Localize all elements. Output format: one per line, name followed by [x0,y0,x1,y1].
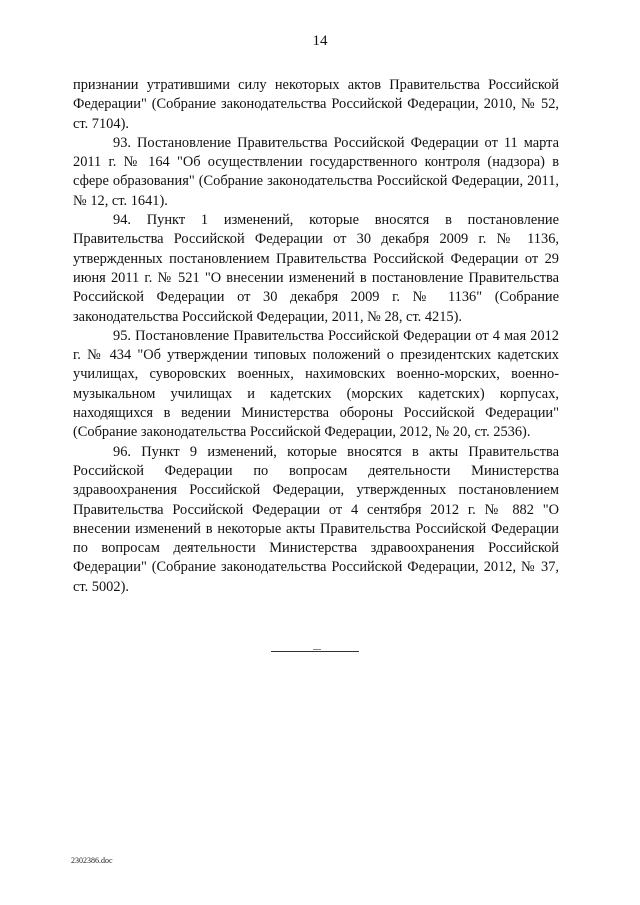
end-divider-mark [313,649,321,650]
paragraph-item-95: 95. Постановление Правительства Российской Федерации от 4 мая 2012 г. № 434 "Об утверждении типовых положений о президентских кадетских училищах, суворовских военных, нахимовских военно-морских, военно-музыкальном училищах и кадетских (морских кадетских) корпусах, находящихся в ведении Министерства обороны Российской Федерации" (Собрание законодательства Российской Федерации, 2012, № 20, ст. 2536). [73,327,559,441]
paragraph-item-94: 94. Пункт 1 изменений, которые вносятся в постановление Правительства Российской Федерации от 30 декабря 2009 г. № 1136, утвержденных постановлением Правительства Российской Федерации от 29 июня 2011 г. № 521 "О внесении изменений в постановление Правительства Российской Федерации от 30 декабря 2009 г. № 1136" (Собрание законодательства Российской Федерации, 2011, № 28, ст. 4215). [73,212,559,325]
paragraph-item-93: 93. Постановление Правительства Российской Федерации от 11 марта 2011 г. № 164 "Об осуществлении государственного контроля (надзора) в сфере образования" (Собрание законодательства Российской Федерации, 2011, № 12, ст. 1641). [73,134,559,209]
end-divider-line [271,651,359,652]
paragraph-continuation: признании утратившими силу некоторых актов Правительства Российской Федерации" (Собрание законодательства Российской Федерации, 2010, № 52, ст. 7104). [73,77,559,132]
paragraph-item-96: 96. Пункт 9 изменений, которые вносятся в акты Правительства Российской Федерации по вопросам деятельности Министерства здравоохранения Российской Федерации, утвержденных постановлением Правительства Российской Федерации от 4 сентября 2012 г. № 882 "О внесении изменений в некоторые акты Правительства Российской Федерации по вопросам деятельности Министерства здравоохранения Российской Федерации" (Собрание законодательства Российской Федерации, 2012, № 37, ст. 5002). [73,443,559,595]
page-number: 14 [312,33,328,49]
document-file-code: 2302386.doc [71,856,113,865]
document-body [73,76,559,597]
